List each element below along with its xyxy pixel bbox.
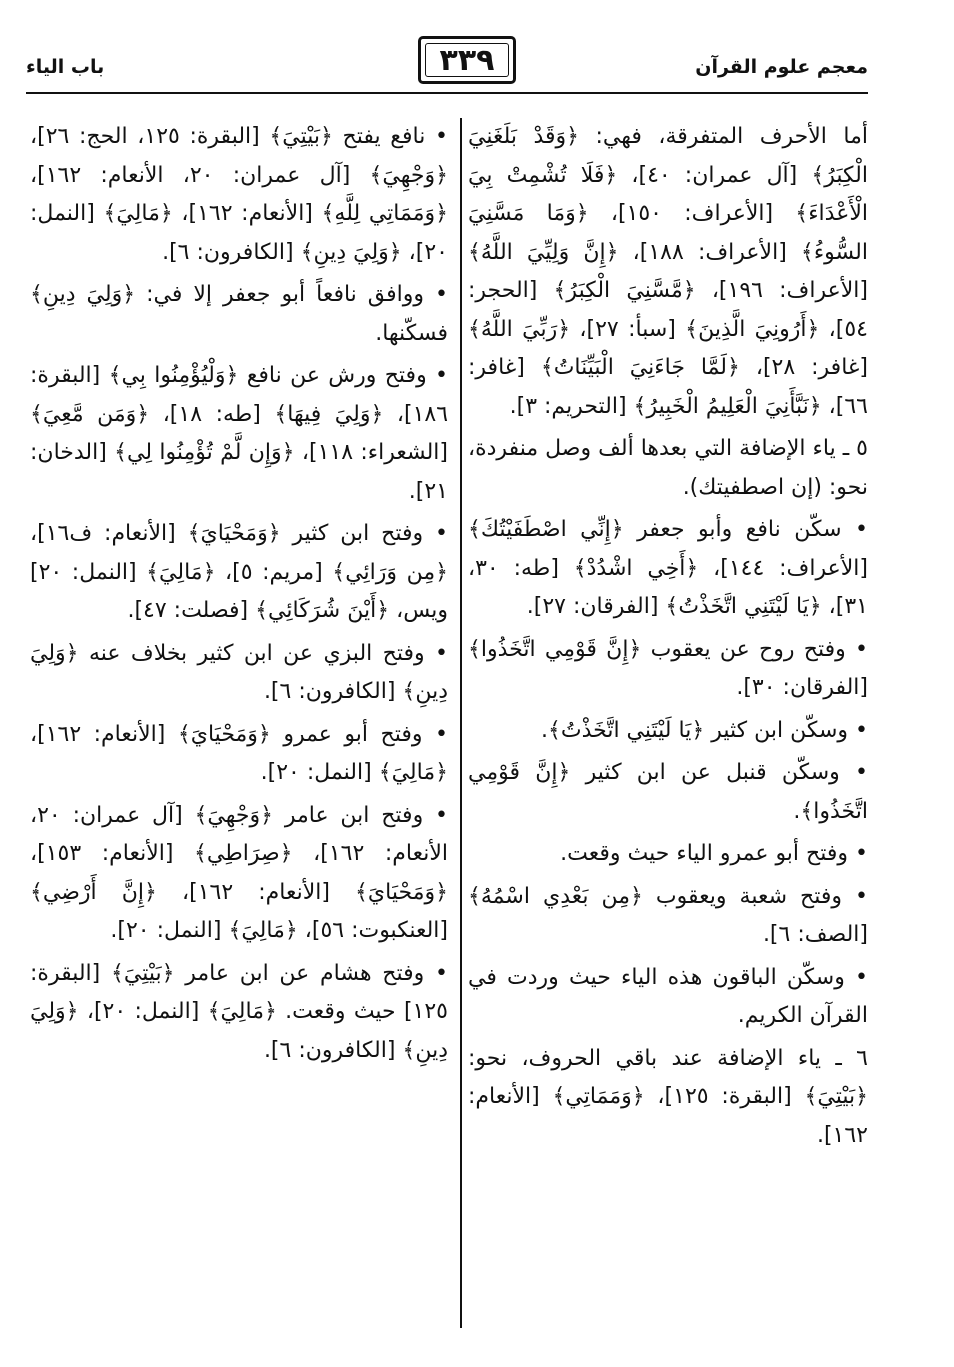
paragraph-abu-amr: • وفتح أبو عمرو الياء حيث وقعت. <box>560 841 868 866</box>
paragraph-scattered-letters: أما الأحرف المتفرقة، فهي: ﴿وَقَدْ بَلَغَنِيَ الْكِبَرُ﴾ [آل عمران: ٤٠]، ﴿فَلَا تُشْمِتْ بِيَ الْأَعْدَاءَ﴾ [الأعراف: ١٥٠]، ﴿وَمَا مَسَّنِيَ السُّوءُ﴾ [الأعراف: ١٨٨]، ﴿إِنَّ وَلِيِّيَ اللَّهُ﴾ [الأعراف: ١٩٦]، ﴿مَّسَّنِيَ الْكِبَرُ﴾ [الحجر: ٥٤]، ﴿أَرُونِيَ الَّذِينَ﴾ [سبأ: ٢٧]، ﴿رَبِّيَ اللَّهُ﴾ [غافر: ٢٨]، ﴿لَمَّا جَاءَنِيَ الْبَيِّنَاتُ﴾ [غافر: ٦٦]، ﴿نَبَّأَنِيَ الْعَلِيمُ الْخَبِيرُ﴾ [التحريم: ٣]. <box>468 124 868 419</box>
right-column <box>468 118 868 1159</box>
left-column <box>30 118 448 1074</box>
column-divider <box>460 118 462 1328</box>
page-header <box>26 34 868 90</box>
paragraph-warsh: • وفتح ورش عن نافع ﴿وَلْيُؤْمِنُوا بِي﴾ [البقرة: ١٨٦]، ﴿وَلِيَ فِيهَا﴾ [طه: ١٨]، ﴿وَمَن مَّعِيَ﴾ [الشعراء: ١١٨]، ﴿وَإِن لَّمْ تُؤْمِنُوا لِي﴾ [الدخان: ٢١]. <box>30 363 449 504</box>
paragraph-ibn-amir: • وفتح ابن عامر ﴿وَجْهِيَ﴾ [آل عمران: ٢٠، الأنعام: ١٦٢]، ﴿صِرَاطِي﴾ [الأنعام: ١٥٣]، ﴿وَمَحْيَايَ﴾ [الأنعام: ١٦٢]، ﴿إِنَّ أَرْضِي﴾ [العنكبوت: ٥٦]، ﴿مَالِيَ﴾ [النمل: ٢٠]. <box>30 802 449 943</box>
page-number-frame <box>418 36 516 84</box>
paragraph-abu-jafar-agrees: • ووافق نافعاً أبو جعفر إلا في: ﴿وَلِيَ دِينِ﴾ فسكّنها. <box>30 282 448 346</box>
paragraph-section-5: ٥ ـ ياء الإضافة التي بعدها ألف وصل منفردة، نحو: (إن اصطفيتك). <box>468 436 868 500</box>
paragraph-nafi-abu-jafar: • سكّن نافع وأبو جعفر ﴿إِنِّي اصْطَفَيْتُكَ﴾ [الأعراف: ١٤٤]، ﴿أَخِي اشْدُدْ﴾ [طه: ٣٠، ٣١]، ﴿يَا لَيْتَنِي اتَّخَذْتُ﴾ [الفرقان: ٢٧]. <box>468 517 868 619</box>
paragraph-hisham: • وفتح هشام عن ابن عامر ﴿بَيْتِيَ﴾ [البقرة: ١٢٥] حيث وقعت. ﴿مَالِيَ﴾ [النمل: ٢٠]، ﴿وَلِيَ دِينِ﴾ [الكافرون: ٦]. <box>30 960 448 1063</box>
header-rule <box>26 92 868 94</box>
paragraph-abu-amr-fath: • وفتح أبو عمرو ﴿وَمَحْيَايَ﴾ [الأنعام: ١٦٢]، ﴿مَالِيَ﴾ [النمل: ٢٠]. <box>30 721 448 785</box>
paragraph-remaining: • وسكّن الباقون هذه الياء حيث وردت في القرآن الكريم. <box>468 964 868 1028</box>
paragraph-shuba-yaqub: • وفتح شعبة ويعقوب ﴿مِن بَعْدِي اسْمُهُ﴾ [الصف: ٦]. <box>468 883 868 947</box>
page-number: ٣٣٩ <box>439 42 495 78</box>
paragraph-ibn-kathir: • وسكّن ابن كثير ﴿يَا لَيْتَنِي اتَّخَذْتُ﴾. <box>540 717 868 743</box>
paragraph-ibn-kathir-fath: • وفتح ابن كثير ﴿وَمَحْيَايَ﴾ [الأنعام: ف١٦]، ﴿مِن وَرَائِي﴾ [مريم: ٥]، ﴿مَالِيَ﴾ [النمل: ٢٠] ويس، ﴿أَيْنَ شُرَكَائِي﴾ [فصلت: ٤٧]. <box>30 521 448 623</box>
book-title: معجم علوم القرآن <box>695 56 868 78</box>
paragraph-bazzi: • وفتح البزي عن ابن كثير بخلاف عنه ﴿وَلِيَ دِينِ﴾ [الكافرون: ٦]. <box>30 640 448 704</box>
paragraph-nafi: • نافع يفتح ﴿بَيْتِيَ﴾ [البقرة: ١٢٥، الحج: ٢٦]، ﴿وَجْهِيَ﴾ [آل عمران: ٢٠، الأنعام: ١٦٢]، ﴿وَمَمَاتِي لِلَّهِ﴾ [الأنعام: ١٦٢]، ﴿مَالِيَ﴾ [النمل: ٢٠]، ﴿وَلِيَ دِينِ﴾ [الكافرون: ٦]. <box>30 124 449 265</box>
chapter-title: باب الياء <box>26 56 105 78</box>
paragraph-qunbul: • وسكّن قنبل عن ابن كثير ﴿إِنَّ قَوْمِي اتَّخَذُوا﴾. <box>468 760 868 824</box>
paragraph-rawh: • وفتح روح عن يعقوب ﴿إِنَّ قَوْمِي اتَّخَذُوا﴾ [الفرقان: ٣٠]. <box>468 636 868 700</box>
paragraph-section-6: ٦ ـ ياء الإضافة عند باقي الحروف، نحو: ﴿بَيْتِيَ﴾ [البقرة: ١٢٥]، ﴿وَمَمَاتِي﴾ [الأنعام: ١٦٢]. <box>468 1045 868 1148</box>
